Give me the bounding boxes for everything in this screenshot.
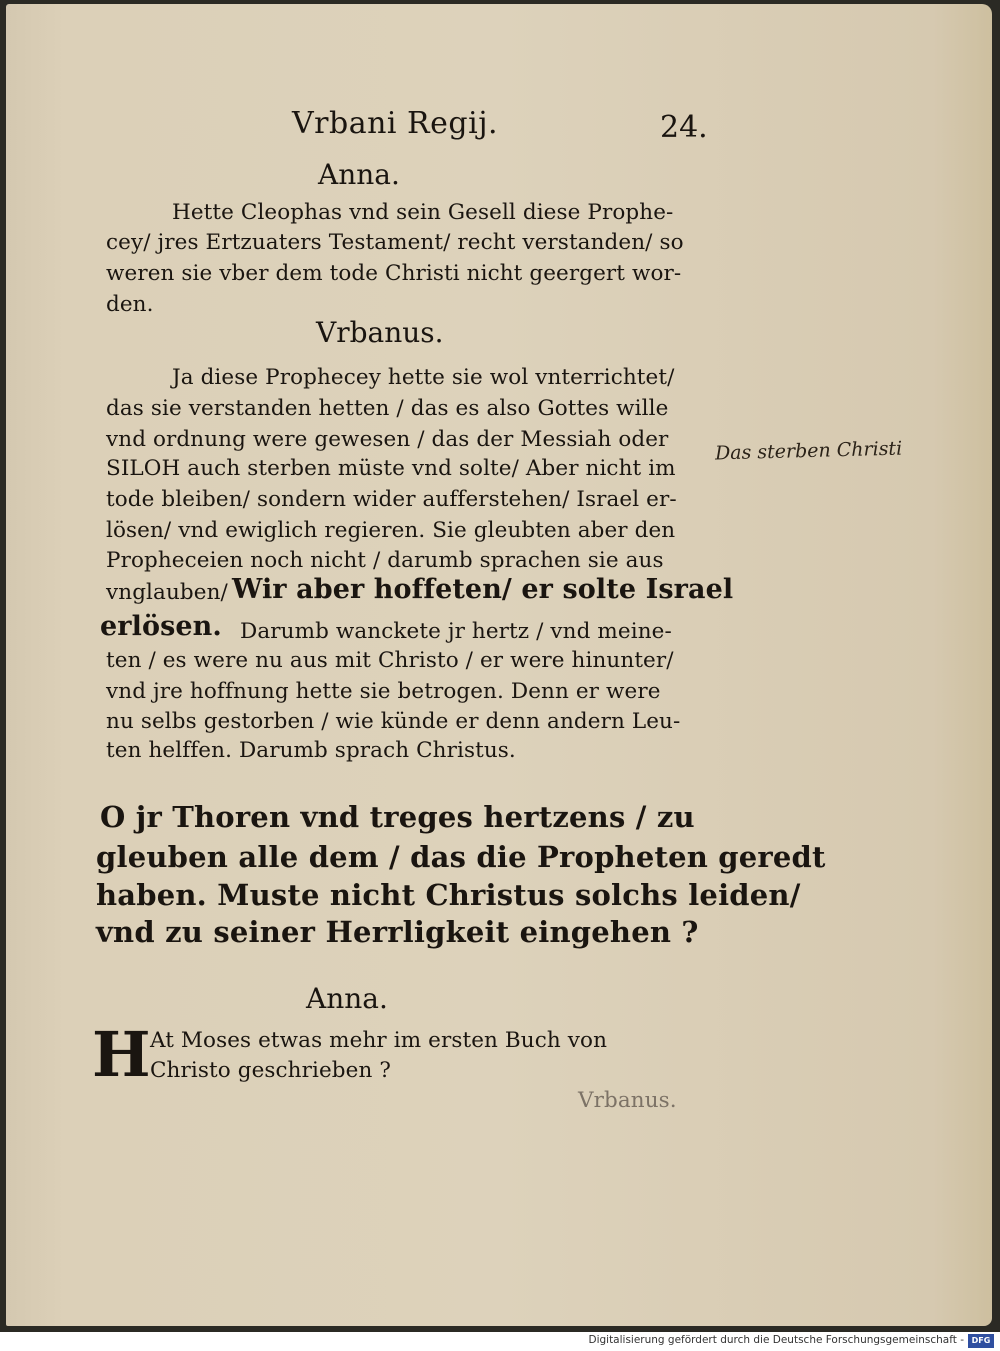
text-line: Christo geschrieben ? [150, 1058, 391, 1083]
emphasized-quote: erlösen. [100, 611, 222, 642]
emphasized-quote: Wir aber hoffeten/ er solte Israel [232, 574, 734, 605]
text-line: lösen/ vnd ewiglich regieren. Sie gleubten aber den [106, 518, 676, 543]
catchword: Vrbanus. [578, 1088, 677, 1113]
text-line: cey/ jres Ertzuaters Testament/ recht verstanden/ so [106, 230, 684, 255]
text-line: Propheceien noch nicht / darumb sprachen sie aus [106, 548, 664, 573]
text-line: den. [106, 292, 154, 317]
quote-line: haben. Muste nicht Christus solchs leiden/ [96, 878, 801, 912]
speaker-urbanus: Vrbanus. [316, 316, 444, 349]
dfg-logo-icon: DFG [968, 1334, 994, 1348]
speaker-anna-2: Anna. [306, 982, 388, 1015]
quote-line: gleuben alle dem / das die Propheten geredt [96, 840, 826, 874]
text-line: vnd jre hoffnung hette sie betrogen. Denn er were [106, 679, 661, 704]
margin-annotation: Das sterben Christi [714, 437, 903, 465]
text-line: ten helffen. Darumb sprach Christus. [106, 738, 516, 763]
drop-cap-initial: H [92, 1018, 151, 1091]
text-line: Darumb wanckete jr hertz / vnd meine- [240, 619, 672, 644]
text-line: nu selbs gestorben / wie künde er denn andern Leu- [106, 709, 681, 734]
quote-line: O jr Thoren vnd treges hertzens / zu [100, 800, 695, 834]
text-line: ten / es were nu aus mit Christo / er were hinunter/ [106, 648, 674, 673]
speaker-anna-1: Anna. [318, 158, 400, 191]
text-line: SILOH auch sterben müste vnd solte/ Aber nicht im [106, 456, 676, 481]
text-line: vnd ordnung were gewesen / das der Messiah oder [106, 427, 669, 452]
funding-notice: Digitalisierung gefördert durch die Deutsche Forschungsgemeinschaft - [588, 1334, 964, 1346]
page-number: 24. [660, 110, 708, 145]
text-line: At Moses etwas mehr im ersten Buch von [150, 1028, 608, 1053]
quote-line: vnd zu seiner Herrligkeit eingehen ? [96, 915, 699, 949]
running-header: Vrbani Regij. [292, 106, 499, 141]
footer-bar [0, 1332, 1000, 1351]
text-line: Hette Cleophas vnd sein Gesell diese Prophe- [172, 200, 674, 225]
text-line: das sie verstanden hetten / das es also Gottes wille [106, 396, 669, 421]
text-line: tode bleiben/ sondern wider aufferstehen/ Israel er- [106, 487, 677, 512]
text-line: vnglauben/ [106, 580, 228, 605]
text-line: Ja diese Prophecey hette sie wol vnterrichtet/ [172, 365, 675, 390]
text-line: weren sie vber dem tode Christi nicht geergert wor- [106, 261, 682, 286]
